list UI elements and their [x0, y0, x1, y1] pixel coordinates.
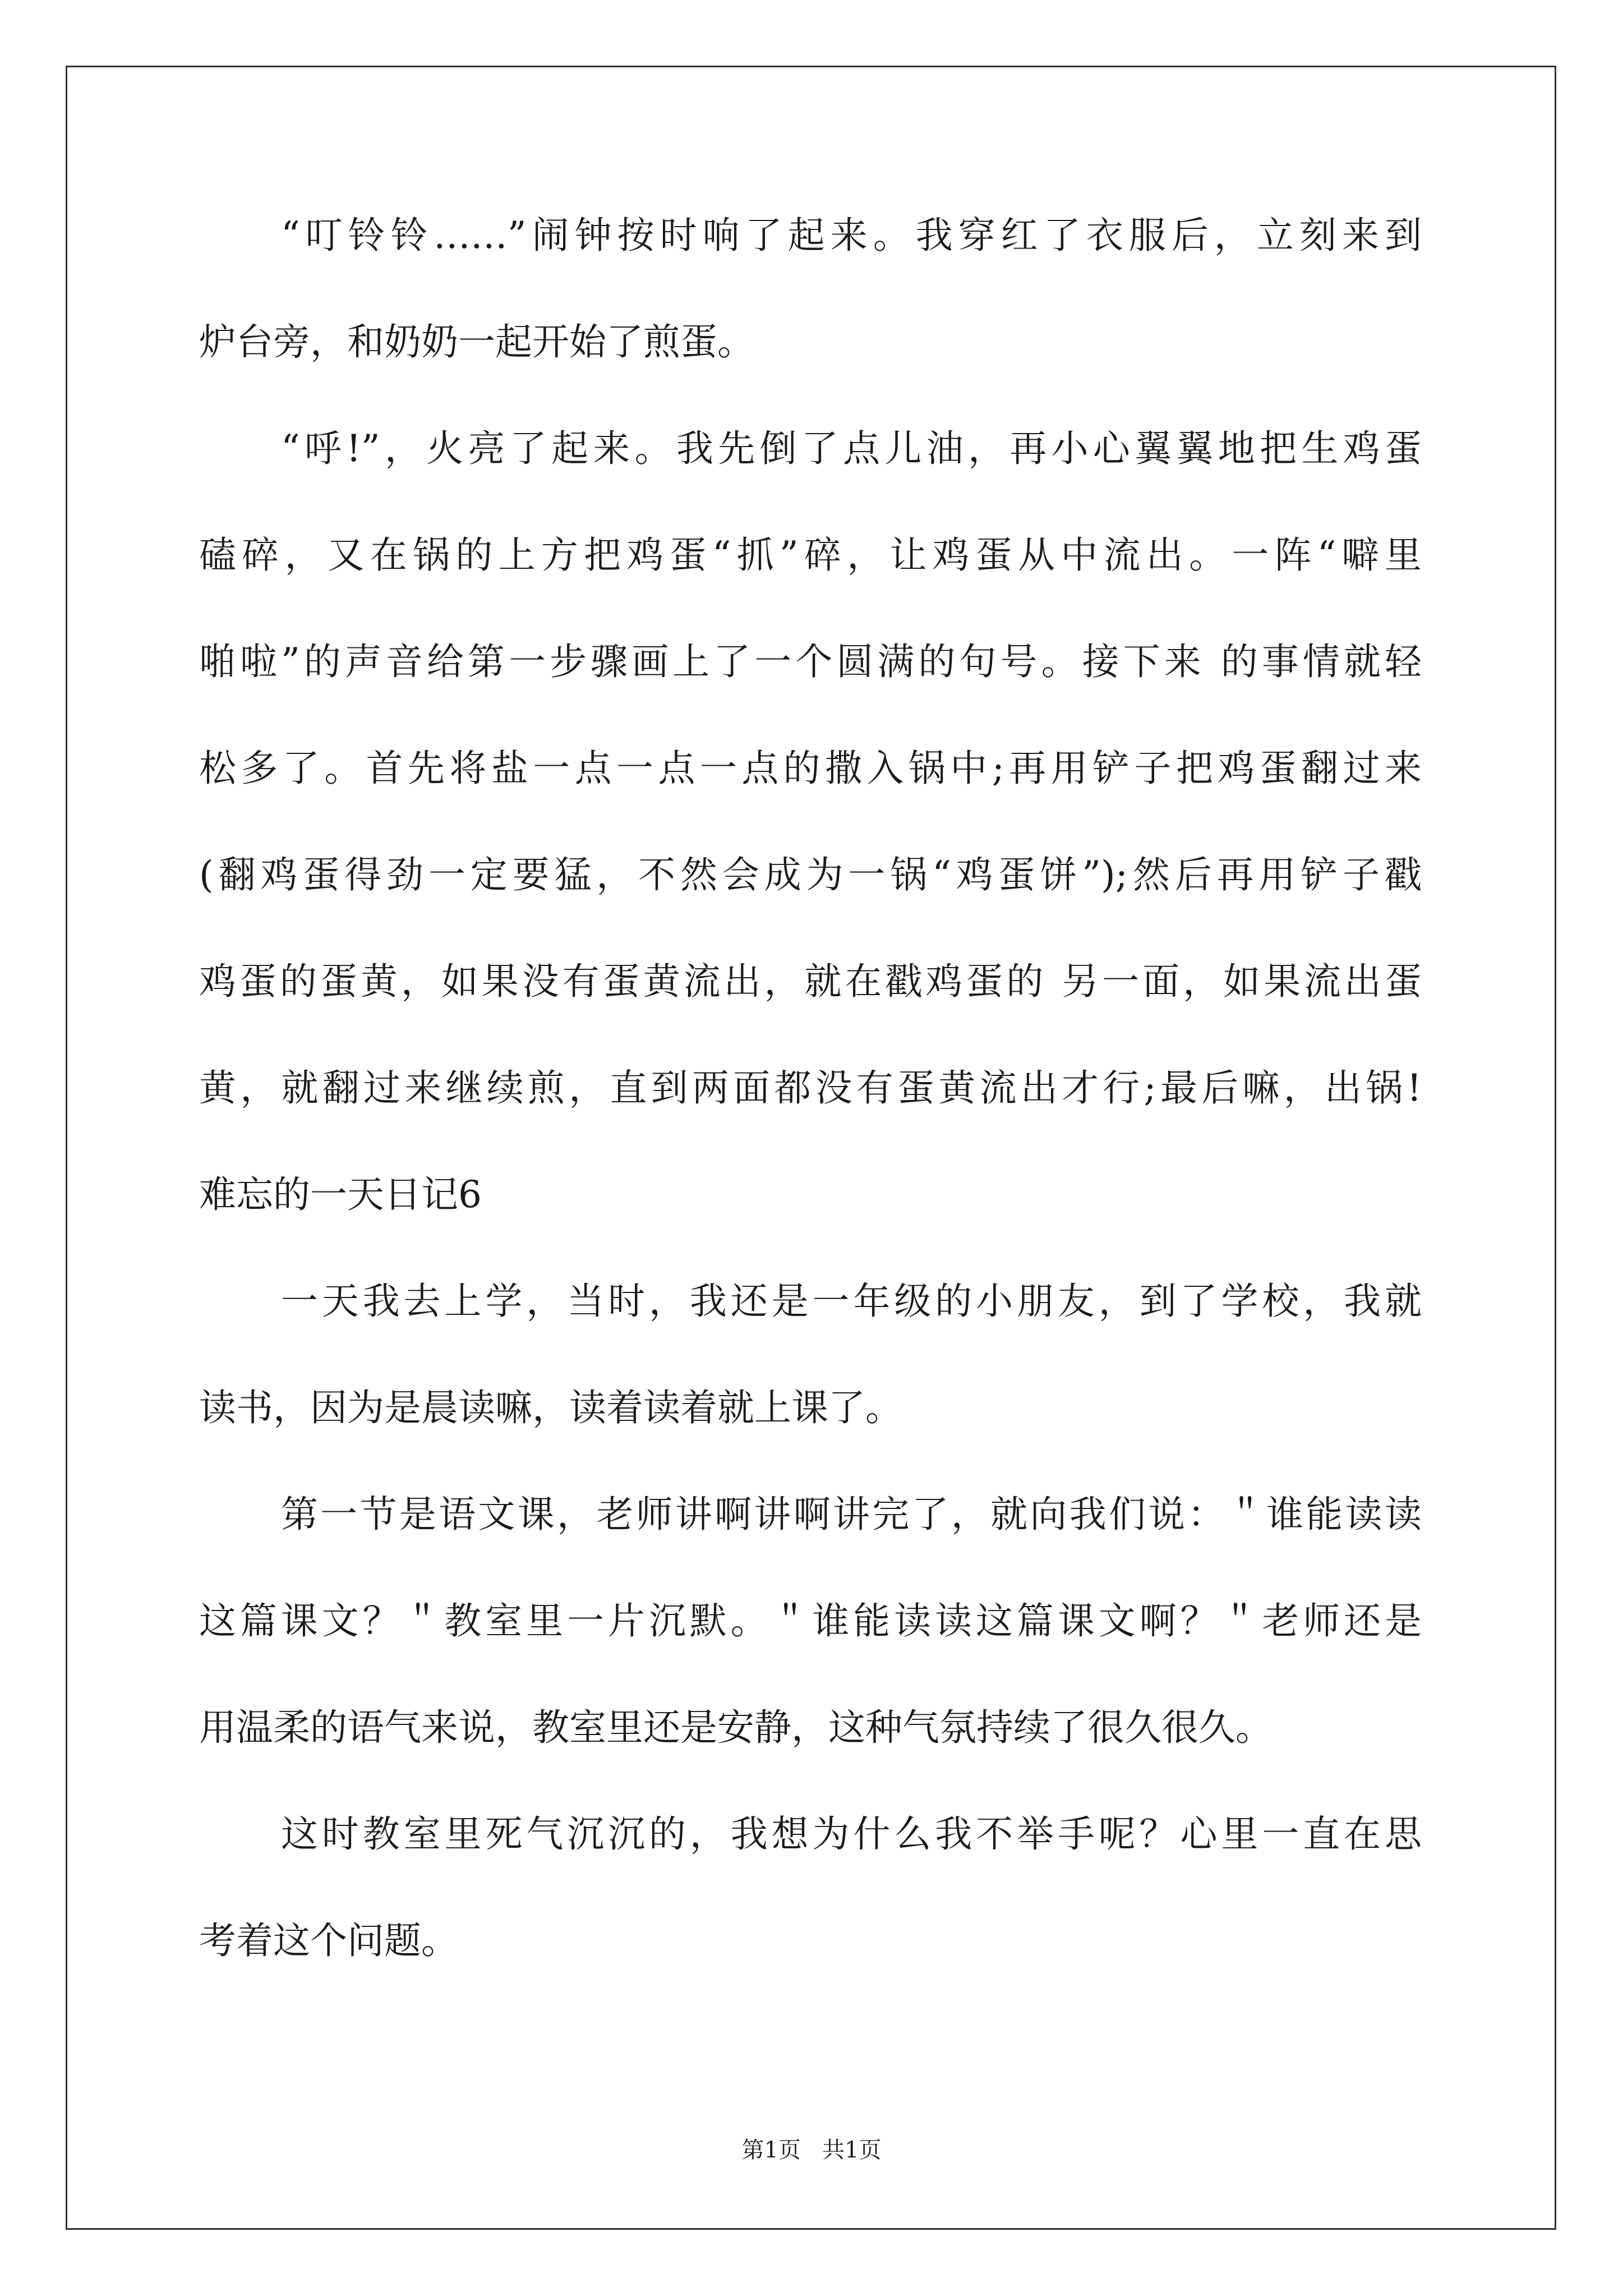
text-line: 用温柔的语气来说，教室里还是安静，这种气氛持续了很久很久。 — [199, 1706, 1272, 1749]
text-line: 考着这个问题。 — [199, 1919, 458, 1962]
text-line: 啪啦”的声音给第一步骤画上了一个圆满的句号。接下来 的事情就轻 — [199, 640, 1422, 683]
text-line: (翻鸡蛋得劲一定要猛，不然会成为一锅“鸡蛋饼”);然后再用铲子戳 — [199, 853, 1422, 896]
section-heading: 难忘的一天日记6 — [199, 1173, 482, 1216]
text-line: 磕碎，又在锅的上方把鸡蛋“抓”碎，让鸡蛋从中流出。一阵“噼里 — [199, 533, 1422, 577]
text-line: 第一节是语文课，老师讲啊讲啊讲完了，就向我们说：＂谁能读读 — [281, 1493, 1422, 1536]
text-line: 黄，就翻过来继续煎，直到两面都没有蛋黄流出才行;最后嘛，出锅! — [199, 1066, 1422, 1110]
text-line: 读书，因为是晨读嘛，读着读着就上课了。 — [199, 1386, 902, 1429]
text-line: 这篇课文？＂教室里一片沉默。＂谁能读读这篇课文啊？＂老师还是 — [199, 1599, 1422, 1642]
text-line: 松多了。首先将盐一点一点一点的撒入锅中;再用铲子把鸡蛋翻过来 — [199, 747, 1422, 790]
text-line: 炉台旁，和奶奶一起开始了煎蛋。 — [199, 320, 754, 364]
text-line: 这时教室里死气沉沉的，我想为什么我不举手呢？心里一直在思 — [281, 1812, 1422, 1856]
text-line: “叮铃铃……”闹钟按时响了起来。我穿红了衣服后，立刻来到 — [281, 214, 1422, 257]
page-footer: 第1页 共1页 — [741, 2137, 882, 2163]
text-line: 鸡蛋的蛋黄，如果没有蛋黄流出，就在戳鸡蛋的 另一面，如果流出蛋 — [199, 960, 1422, 1003]
text-line: 一天我去上学，当时，我还是一年级的小朋友，到了学校，我就 — [281, 1280, 1422, 1323]
document-body — [199, 210, 1422, 2022]
text-line: “呼!”，火亮了起来。我先倒了点儿油，再小心翼翼地把生鸡蛋 — [281, 427, 1422, 470]
